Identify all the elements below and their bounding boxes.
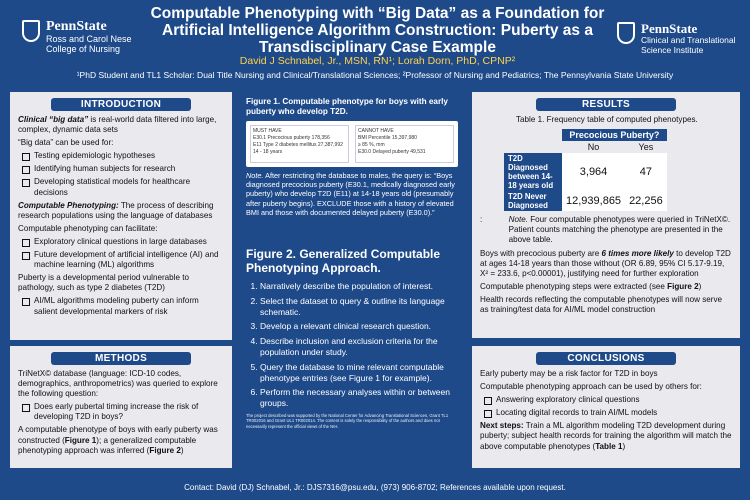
shield-icon [22, 20, 40, 42]
list-item: Identifying human subjects for research [18, 164, 224, 174]
figure-2-title: Figure 2. Generalized Computable Phenotyping Approach. [246, 247, 441, 275]
affiliations: ¹PhD Student and TL1 Scholar: Dual Title Nursing and Clinical/Translational Sciences; ²Professor of Nursing and Pediatrics; The Pennsylvania State University [76, 70, 674, 80]
steps-extracted: Computable phenotyping steps were extracted (see Figure 2) [480, 281, 702, 291]
funding-statement: The project described was supported by the National Center for Advancing Translational Sciences, Grant TL1 TR002016 and Grant UL1 TR002014. The content is solely the responsibility of the authors and does not necessarily represent the official views of the NIH. [246, 412, 449, 429]
list-item: 2. Select the dataset to query & outline its language schematic. [260, 296, 458, 318]
list-item: Testing epidemiologic hypotheses [18, 151, 224, 161]
figure-2 [238, 242, 466, 466]
list-item: Exploratory clinical questions in large databases [18, 237, 224, 247]
key-finding: Boys with precocious puberty are 6 times more likely to develop T2D at ages 14-18 years than those without (OR 6.89, 95% CI 5.17-9.19, X² = 233.6, p<0.00001), justifying need for further exploration [480, 248, 731, 278]
list-item: Future development of artificial intelligence (AI) and machine learning (ML) algorithms [18, 250, 224, 270]
section-heading: INTRODUCTION [51, 98, 191, 111]
ctsi-logo: PennState Clinical and Translational Science Institute [617, 22, 747, 55]
list-item: Does early pubertal timing increase the risk of developing T2D in boys? [18, 402, 224, 422]
table-row: No Yes [587, 142, 654, 153]
methods-panel [10, 346, 232, 468]
section-heading: METHODS [51, 352, 191, 365]
table-caption: Table 1. Frequency table of computed phenotypes. [516, 115, 698, 124]
results-panel: RESULTS Table 1. Frequency table of computed phenotypes. Precocious Puberty? No Yes T2D Diagnosed between 14-18 years old 3,964 47 T2D Never Diagnosed 12,939,865 22,256 : Note. Four computable phenotypes were queried in TriNetX©. Patient counts matching the phenotype are presented in the above table. Boys with precocious puberty are 6 times more likely to develop T2D at ages 14-18 years than those without (OR 6.89, 95% CI 5.17-9.19, X² = 233.6, p<0.00001), justifying need for further exploration Computable phenotyping steps were extracted (see Figure 2) Health records reflecting the computable phenotypes will now serve as training/test data for AI/ML model construction [472, 92, 740, 338]
contact-footer: Contact: David (DJ) Schnabel, Jr.: DJS7316@psu.edu, (973) 906-8702; References available upon request. [184, 483, 566, 492]
authors: David J Schnabel, Jr., MSN, RN¹; Lorah Dorn, PhD, CPNP² [239, 55, 516, 67]
list-item: Locating digital records to train AI/ML models [480, 408, 732, 418]
big-data-definition: Clinical “big data” is real-world data filtered into large, complex, dynamic data sets [18, 115, 217, 135]
list-item: Answering exploratory clinical questions [480, 395, 732, 405]
section-heading: CONCLUSIONS [536, 352, 676, 365]
list-item: 5. Query the database to mine relevant computable phenotype entries (see Figure 1 for example). [260, 362, 458, 384]
figure-1-note: Note. After restricting the database to males, the query is: “Boys diagnosed precocious puberty (E30.1, medically diagnosed early puberty) who develop T2D (E11) at 14-18 years old (presumably after puberty begins). EXCLUDE those with a history of elevated BMI and those with documented delayed puberty (E30.0).” [246, 171, 455, 217]
figure-1 [238, 92, 466, 238]
table-row: T2D Diagnosed between 14-18 years old 3,964 47 [504, 153, 667, 191]
query-screenshot [246, 121, 458, 167]
list-item: Developing statistical models for healthcare decisions [18, 177, 224, 197]
introduction-panel [10, 92, 232, 340]
conclusion-text: Computable phenotyping approach can be used by others for: [480, 382, 702, 392]
facilitate-lead: Computable phenotyping can facilitate: [18, 223, 158, 233]
section-heading: RESULTS [536, 98, 676, 111]
frequency-table [504, 129, 667, 211]
nursing-logo: PennState Ross and Carol Nese College of Nursing [22, 20, 137, 54]
list-item: 3. Develop a relevant clinical research question. [260, 321, 458, 332]
list-item: AI/ML algorithms modeling puberty can inform salient developmental markers of risk [18, 296, 224, 316]
methods-text: TriNetX© database (language: ICD-10 codes, demographics, anthropometrics) was queried to explore the following question: [18, 369, 218, 399]
health-records: Health records reflecting the computable phenotypes will now serve as training/test data for AI/ML model construction [480, 294, 723, 315]
cp-definition: Computable Phenotyping: The process of describing research populations using the language of databases [18, 200, 214, 220]
poster-title: Computable Phenotyping with “Big Data” as a Foundation for Artificial Intelligence Algorithm Construction: Puberty as a Transdisciplinary Case Example [150, 5, 605, 56]
cannot-have-column: CANNOT HAVE BMI Percentile 15,397,980 ≥ 85 %, mm E30.0 Delayed puberty 49,531 [355, 125, 454, 163]
figure-1-title: Figure 1. Computable phenotype for boys with early puberty who develop T2D. [246, 97, 448, 116]
list-item: 4. Describe inclusion and exclusion criteria for the population under study. [260, 336, 458, 358]
conclusions-panel [472, 346, 740, 468]
methods-summary: A computable phenotype of boys with early puberty was constructed (Figure 1); a generalized computable phenotyping approach was inferred (Figure 2) [18, 425, 218, 455]
puberty-text: Puberty is a developmental period vulnerable to pathology, such as type 2 diabetes (T2D) [18, 273, 189, 293]
approach-steps [246, 281, 458, 409]
table-row: Precocious Puberty? [504, 129, 667, 141]
uses-lead: “Big data” can be used for: [18, 138, 114, 148]
table-row: T2D Never Diagnosed 12,939,865 22,256 [504, 191, 667, 211]
table-note: Note. Four computable phenotypes were queried in TriNetX©. Patient counts matching the phenotype are presented in the above table. [508, 215, 731, 245]
must-have-column: MUST HAVE E30.1 Precocious puberty 178,356 E11 Type 2 diabetes mellitus 27,387,992 14 - 18 years [250, 125, 349, 163]
list-item: 6. Perform the necessary analyses within or between groups. [260, 387, 458, 409]
shield-icon [617, 22, 635, 44]
conclusion-text: Early puberty may be a risk factor for T2D in boys [480, 369, 658, 378]
next-steps: Next steps: Train a ML algorithm modeling T2D development during puberty; subject health records for training the algorithm will match the above computable phenotypes (Table 1) [480, 421, 732, 451]
list-item: 1. Narratively describe the population of interest. [260, 281, 458, 292]
poster-header [0, 0, 750, 85]
